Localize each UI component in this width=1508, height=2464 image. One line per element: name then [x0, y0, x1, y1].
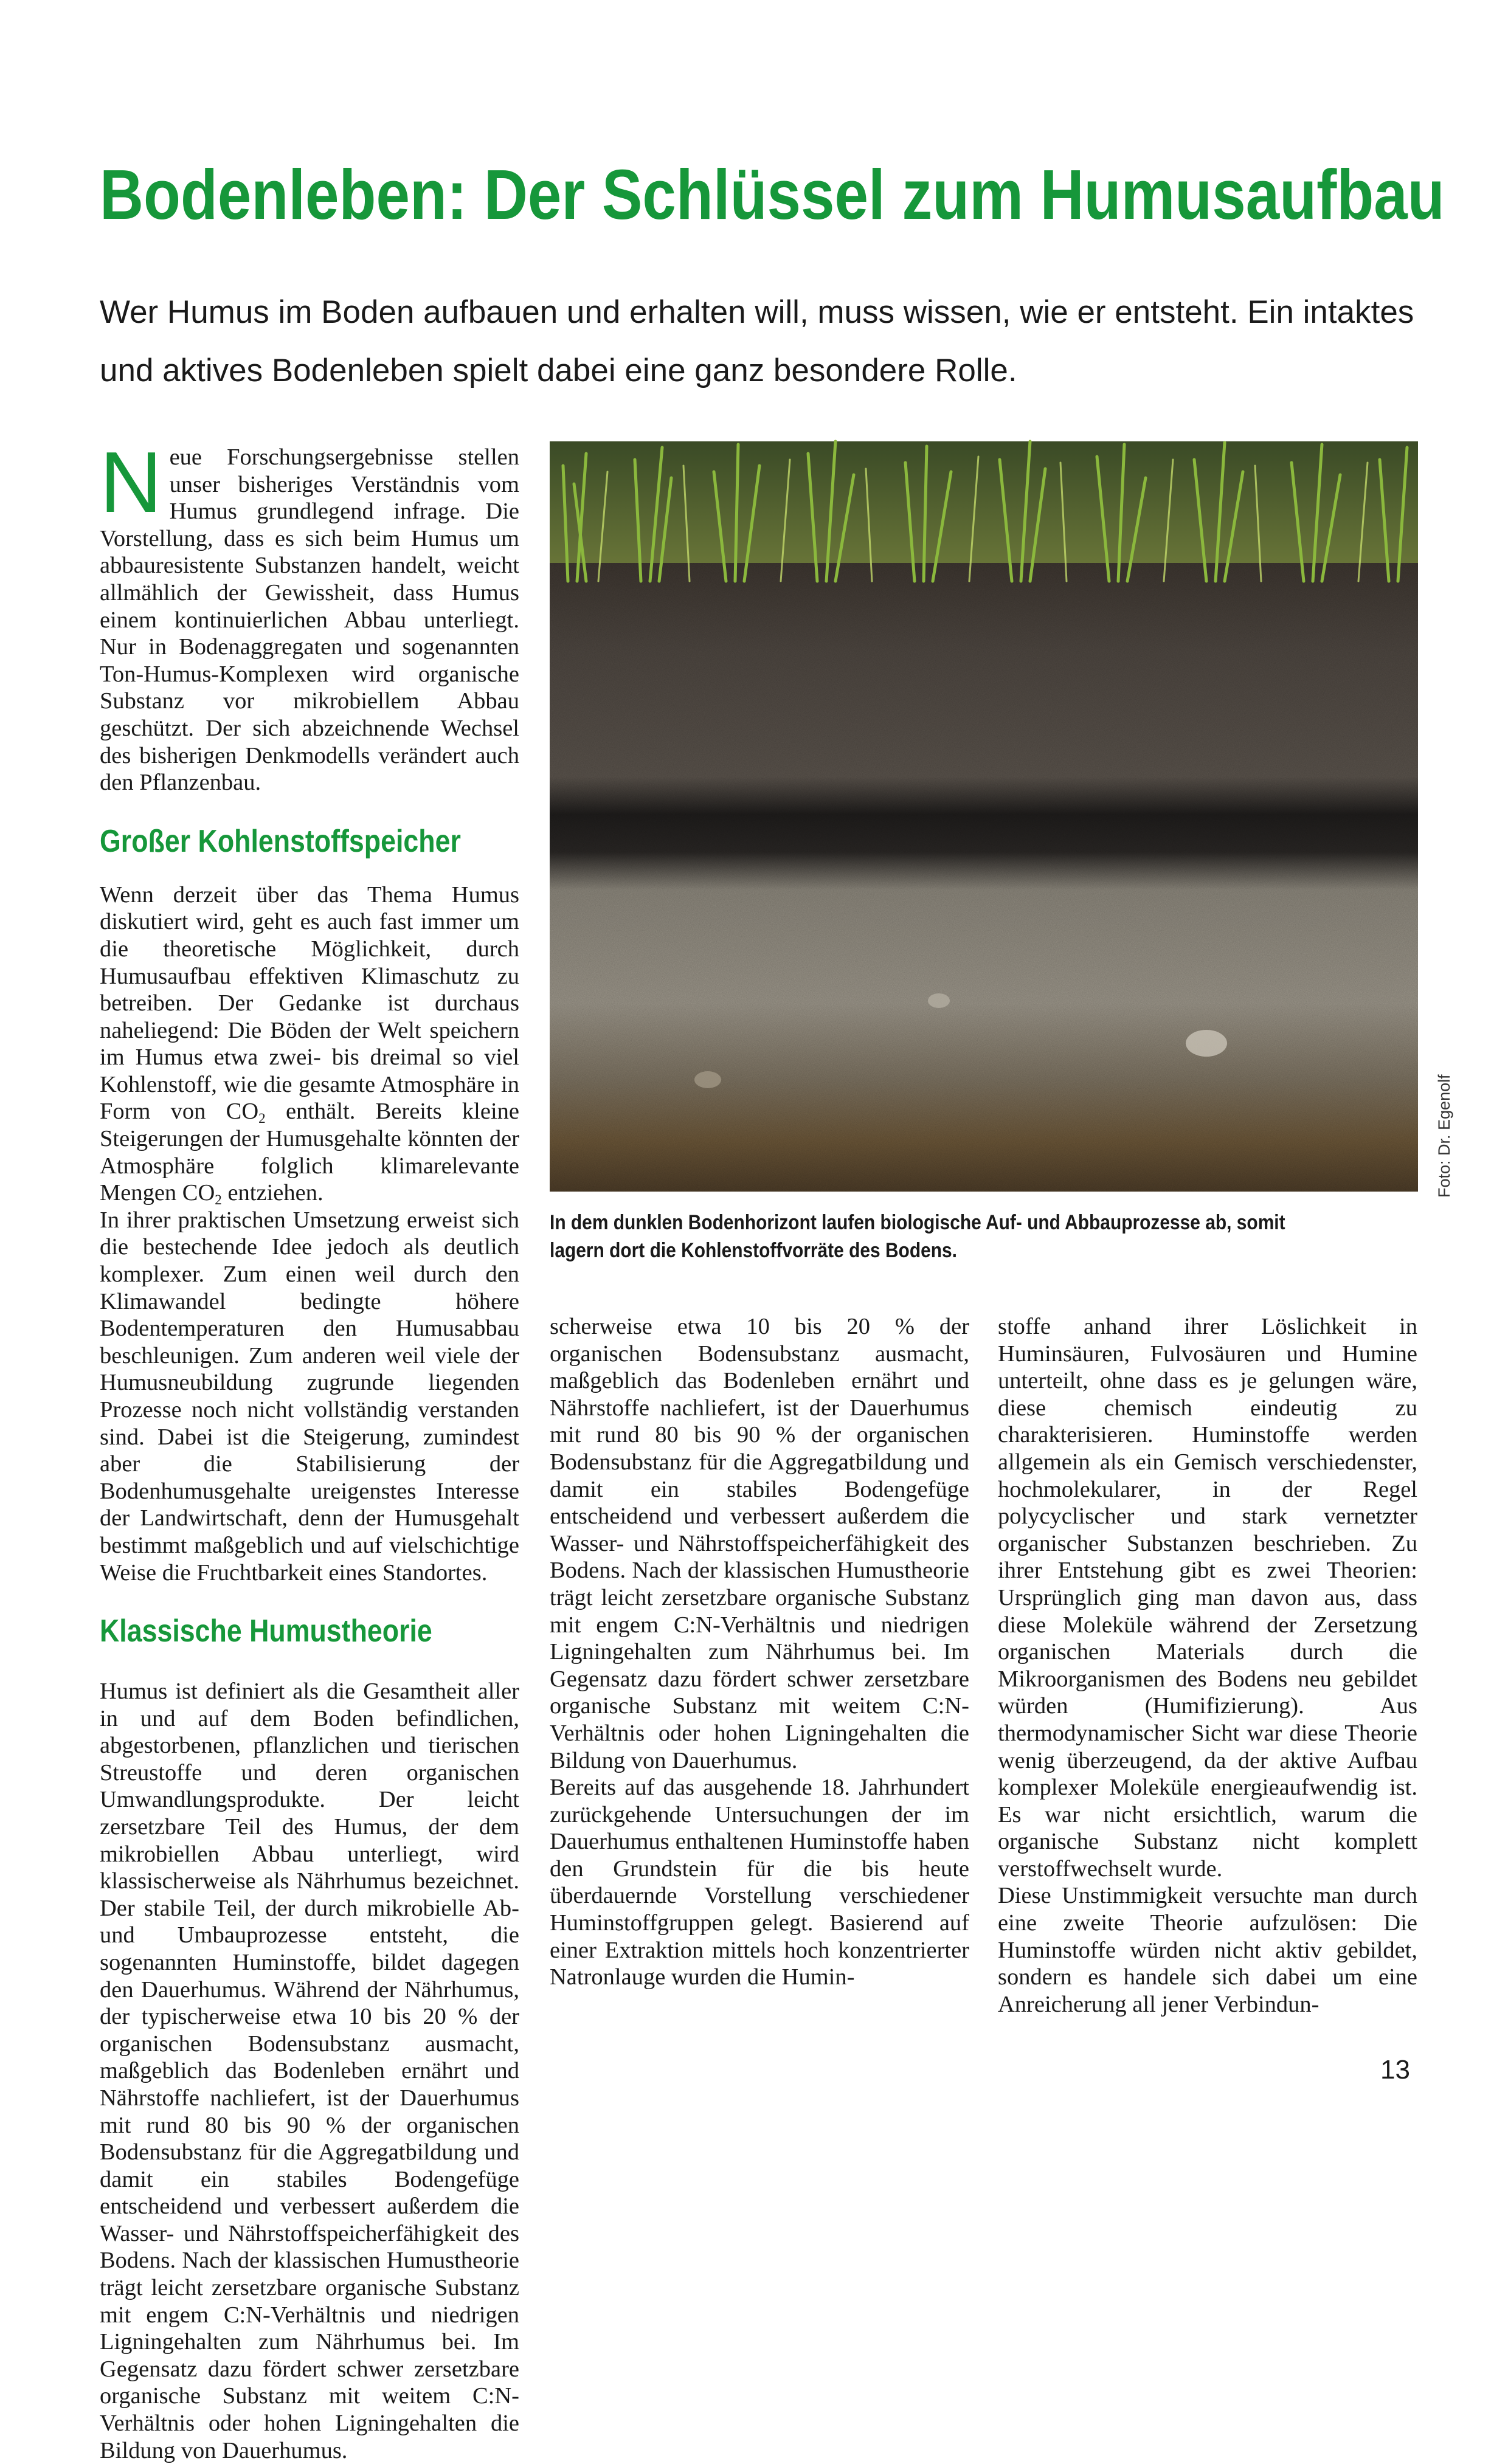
text-column-3	[998, 1313, 1417, 2018]
section2-paragraph-1-cont: scherweise etwa 10 bis 20 % der organischen Bodensubstanz ausmacht, maßgeblich das Bodenleben ernährt und Nährstoffe nachliefert, ist der Dauerhumus mit rund 80 bis 90 % der organischen Bodensubstanz für die Aggregatbildung und damit ein stabiles Bodengefüge entscheidend und verbessert außerdem die Wasser- und Nährstoffspeicherfähigkeit des Bodens. Nach der klassischen Humustheorie trägt leicht zersetzbare organische Substanz mit engem C:N-Verhältnis und niedrigen Ligningehalten zum Nährhumus bei. Im Gegensatz dazu fördert schwer zersetzbare organische Substanz mit weitem C:N-Verhältnis oder hohen Ligningehalten die Bildung von Dauerhumus.	[550, 1314, 969, 1773]
drop-cap: N	[100, 434, 162, 531]
section2-paragraph-1: Humus ist definiert als die Gesamtheit aller in und auf dem Boden befindlichen, abgestorbenen, pflanzlichen und tierischen Streustoffe und deren organischen Umwandlungsprodukte. Der leicht zersetzbare Teil des Humus, der dem mikrobiellen Abbau unterliegt, wird klassischerweise als Nährhumus bezeichnet. Der stabile Teil, der durch mikrobielle Ab- und Umbauprozesse entsteht, die sogenannten Huminstoffe, bildet dagegen den Dauerhumus. Während der Nährhumus, der typischerweise etwa 10 bis 20 % der organischen Bodensubstanz ausmacht, maßgeblich das Bodenleben ernährt und Nährstoffe nachliefert, ist der Dauerhumus mit rund 80 bis 90 % der organischen Bodensubstanz für die Aggregatbildung und damit ein stabiles Bodengefüge entscheidend und verbessert außerdem die Wasser- und Nährstoffspeicherfähigkeit des Bodens. Nach der klassischen Humustheorie trägt leicht zersetzbare organische Substanz mit engem C:N-Verhältnis und niedrigen Ligningehalten zum Nährhumus bei. Im Gegensatz dazu fördert schwer zersetzbare organische Substanz mit weitem C:N-Verhältnis oder hohen Ligningehalten die Bildung von Dauerhumus.	[100, 1679, 519, 2463]
section1-paragraph-2: In ihrer praktischen Umsetzung erweist sich die bestechende Idee jedoch als deutlich komplexer. Zum einen weil durch den Klimawandel bedingte höhere Bodentemperaturen den Humusabbau beschleunigen. Zum anderen weil viele der Humusneubildung zugrunde liegenden Prozesse noch nicht vollständig verstanden sind. Dabei ist die Steigerung, zumindest aber die Stabilisierung der Bodenhumusgehalte ureigenstes Interesse der Landwirtschaft, denn der Humusgehalt bestimmt maßgeblich und auf vielschichtige Weise die Fruchtbarkeit eines Standortes.	[100, 1207, 519, 1586]
section1-text-b: enthält. Bereits kleine Steigerungen der Humusgehalte könnten der Atmosphäre folglich klimarelevante Mengen CO	[100, 1099, 519, 1206]
section1-text-a: Wenn derzeit über das Thema Humus diskutiert wird, geht es auch fast immer um die theoretische Möglichkeit, durch Humusaufbau effektiven Klimaschutz zu betreiben. Der Gedanke ist durchaus naheliegend: Die Böden der Welt speichern im Humus etwa zwei- bis dreimal so viel Kohlenstoff, wie die gesamte Atmosphäre in Form von CO	[100, 882, 519, 1125]
article-lead: Wer Humus im Boden aufbauen und erhalten will, muss wissen, wie er entsteht. Ein intaktes und aktives Bodenleben spielt dabei eine ganz besondere Rolle.	[100, 294, 1414, 388]
intro-text: eue Forschungsergebnisse stellen unser bisheriges Verständnis vom Humus grundlegend infrage. Die Vorstellung, dass es sich beim Humus um abbauresistente Substanzen handelt, weicht allmählich der Gewissheit, dass Humus einem kontinuierlichen Abbau unterliegt. Nur in Bodenaggregaten und sogenannten Ton-Humus-Komplexen wird organische Substanz vor mikrobiellem Abbau geschützt. Der sich abzeichnende Wechsel des bisherigen Denkmodells verändert auch den Pflanzenbau.	[100, 444, 519, 796]
section2-paragraph-2-cont: stoffe anhand ihrer Löslichkeit in Huminsäuren, Fulvosäuren und Humine unterteilt, ohne dass es je gelungen wäre, diese chemisch eindeutig zu charakterisieren. Huminstoffe werden allgemein als ein Gemisch verschiedenster, hochmolekularer, in der Regel polycyclischer und stark vernetzter organischer Substanzen beschrieben. Zu ihrer Entstehung gibt es zwei Theorien: Ursprünglich ging man davon aus, dass diese Moleküle während der Zersetzung organischen Materials durch die Mikroorganismen des Bodens neu gebildet würden (Humifizierung). Aus thermodynamischer Sicht war diese Theorie wenig überzeugend, da der aktive Aufbau komplexer Moleküle energieaufwendig ist. Es war nicht ersichtlich, warum die organische Substanz nicht komplett verstoffwechselt wurde.	[998, 1314, 1417, 1882]
section1-text-c: entziehen.	[221, 1180, 323, 1206]
co2-subscript: 2	[258, 1110, 266, 1127]
text-column-1	[100, 434, 519, 1671]
section-heading-humustheorie: Klassische Humustheorie	[100, 1613, 432, 1649]
soil-profile-image	[550, 441, 1418, 1192]
page-number: 13	[1380, 2055, 1410, 2085]
soil-profile-photo	[550, 441, 1418, 1192]
co2-subscript: 2	[215, 1192, 222, 1208]
section1-paragraph-1	[100, 882, 519, 1207]
text-column-1-continued	[100, 1678, 519, 2463]
photo-credit: Foto: Dr. Egenolf	[1435, 1074, 1453, 1198]
article-title: Bodenleben: Der Schlüssel zum Humusaufbau	[100, 155, 1445, 234]
section2-paragraph-2: Bereits auf das ausgehende 18. Jahrhundert zurückgehende Untersuchungen der im Dauerhumus enthaltenen Huminstoffe haben den Grundstein für die bis heute überdauernde Vorstellung verschiedener Huminstoffgruppen gelegt. Basierend auf einer Extraktion mittels hoch konzentrierter Natronlauge wurden die Humin-	[550, 1775, 969, 1990]
section2-paragraph-3: Diese Unstimmigkeit versuchte man durch eine zweite Theorie aufzulösen: Die Huminstoffe würden nicht aktiv gebildet, sondern es handele sich dabei um eine Anreicherung all jener Verbindun-	[998, 1883, 1417, 2017]
section-heading-kohlenstoffspeicher: Großer Kohlenstoffspeicher	[100, 823, 461, 859]
intro-paragraph	[100, 434, 519, 796]
text-column-2	[550, 1313, 969, 2018]
photo-caption: In dem dunklen Bodenhorizont laufen biologische Auf- und Abbauprozesse ab, somit lagern dort die Kohlenstoffvorräte des Bodens.	[550, 1211, 1285, 1262]
